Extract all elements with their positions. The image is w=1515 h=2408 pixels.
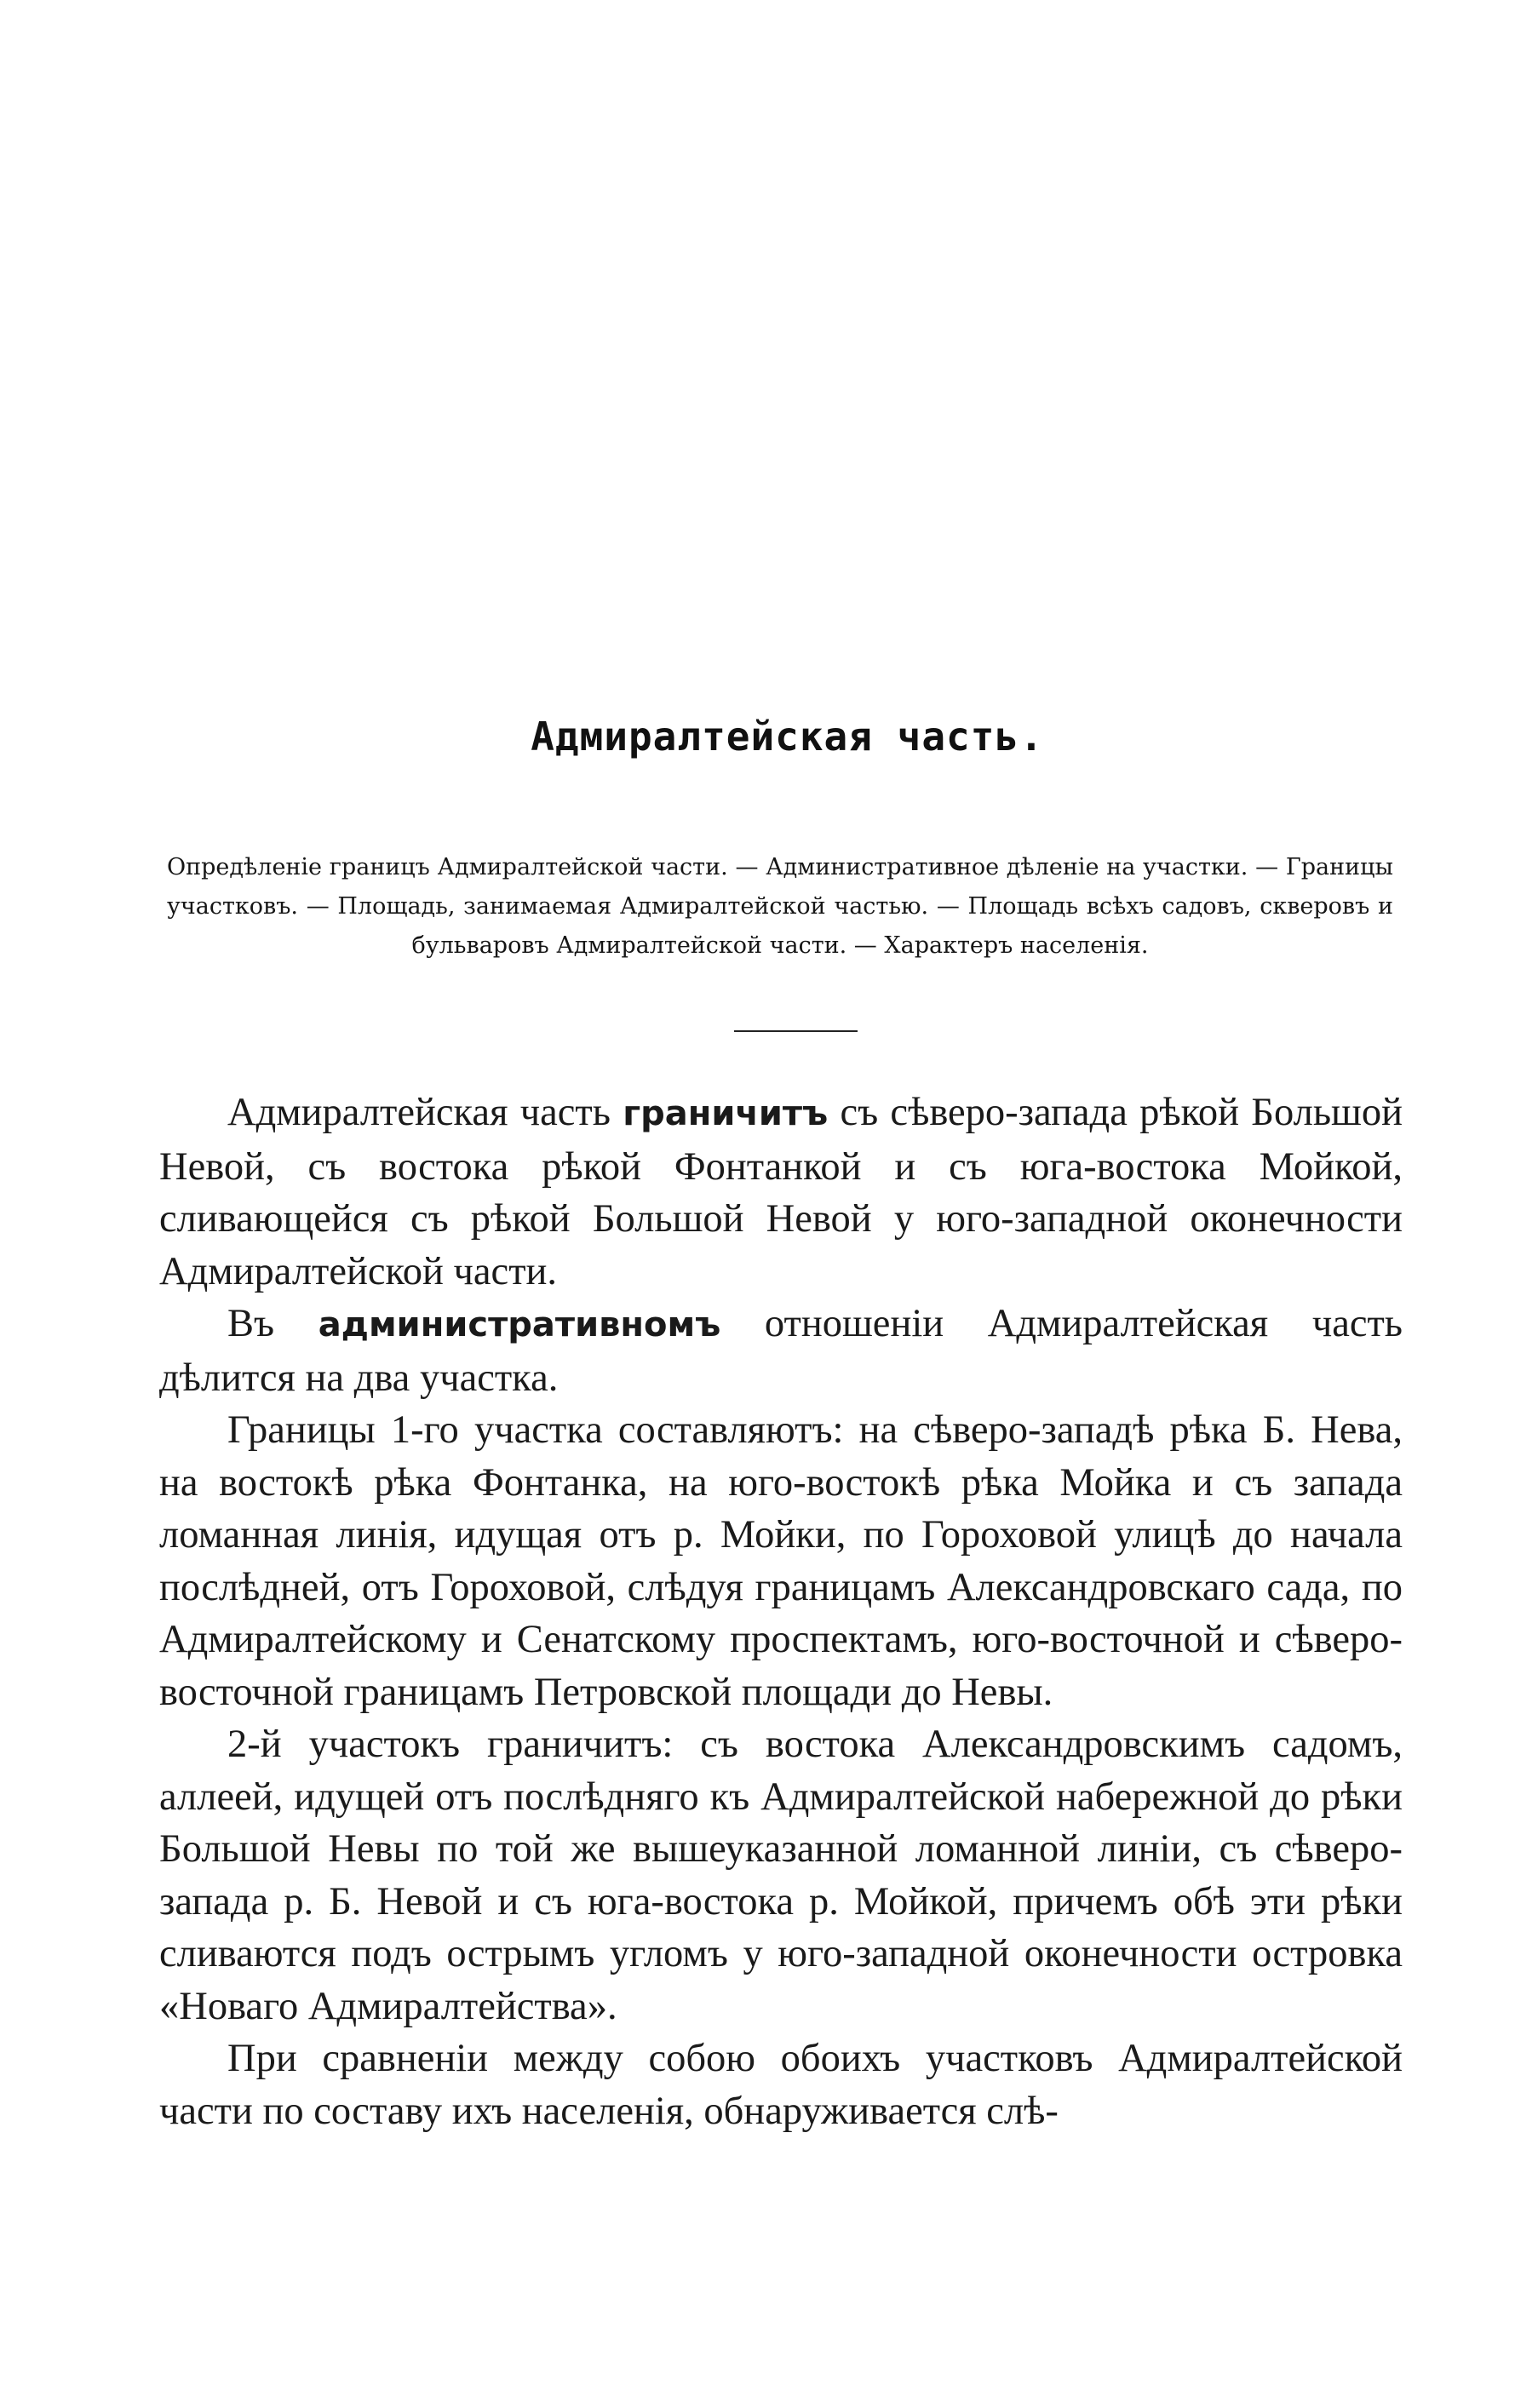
paragraph-text: Въ — [227, 1302, 318, 1345]
bold-term: административномъ — [318, 1305, 721, 1344]
paragraph-second-district: 2-й участокъ граничитъ: съ востока Александровскимъ садомъ, аллеей, идущей отъ послѣдняго къ Адмиралтейской набережной до рѣки Большой Невы по той же вышеуказанной ломанной линіи, съ сѣверо-запада р. Б. Невой и съ юга-востока р. Мойкой, причемъ обѣ эти рѣки сливаются подъ острымъ угломъ у юго-западной оконечности островка «Новаго Адмиралтейства». — [159, 1723, 1403, 2028]
bold-term: граничитъ — [623, 1094, 829, 1133]
paragraph-text: Адмиралтейская часть — [227, 1091, 623, 1134]
chapter-title: Адмиралтейская часть. — [531, 714, 1044, 760]
paragraph-boundaries — [159, 1086, 1403, 1298]
paragraph-first-district: Границы 1-го участка составляютъ: на сѣверо-западѣ рѣка Б. Нева, на востокѣ рѣка Фонтанка, на юго-востокѣ рѣка Мойка и съ запада ломанная линія, идущая отъ р. Мойки, по Гороховой улицѣ до начала послѣдней, отъ Гороховой, слѣдуя границамъ Александровскаго сада, по Адмиралтейскому и Сенатскому проспектамъ, юго-восточной и сѣверо-восточной границамъ Петровской площади до Невы. — [159, 1408, 1403, 1714]
paragraph-text: отношеніи Адмиралтейская часть дѣлится на два участка. — [159, 1302, 1403, 1400]
chapter-summary: Опредѣленіе границъ Адмиралтейской части. — Административное дѣленіе на участки. — Границы участковъ. — Площадь, занимаемая Адмиралтейской частью. — Площадь всѣхъ садовъ, скверовъ и бульваровъ Адмиралтейской части. — Характеръ населенія. — [167, 854, 1393, 959]
paragraph-text: съ сѣверо-запада рѣкой Большой Невой, съ востока рѣкой Фонтанкой и съ юга-востока Мойкой, сливающейся съ рѣкой Большой Невой у юго-западной оконечности Адмиралтейской части. — [159, 1091, 1403, 1293]
body-text — [159, 1086, 1403, 2137]
section-divider — [734, 1030, 858, 1032]
paragraph-administration — [159, 1298, 1403, 1404]
paragraph-comparison: При сравненіи между собою обоихъ участковъ Адмиралтейской части по составу ихъ населенія, обнаруживается слѣ- — [159, 2037, 1403, 2133]
